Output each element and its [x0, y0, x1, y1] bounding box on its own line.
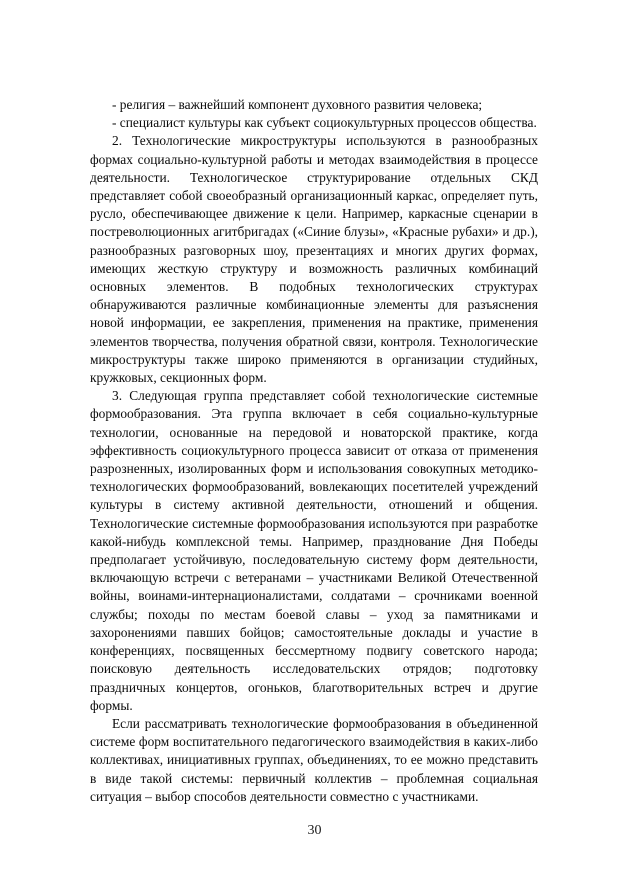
paragraph-system-formations: 3. Следующая группа представляет собой технологические системные формообразования. Эта группа включает в себя социально-культурные технологии, основанные на передовой и новаторской практике, когда эффективность социокультурного процесса зависит от отказа от применения разрозненных, изолированных форм и использования совокупных методико-технологических формообразований, вовлекающих посетителей учреждений культуры в систему активной деятельности, отношений и общения. Технологические системные формообразования используются при разработке какой-нибудь комплексной темы. Например, празднование Дня Победы предполагает устойчивую, последовательную систему форм деятельности, включающую встречи с ветеранами – участниками Великой Отечественной войны, воинами-интернационалистами, солдатами – срочниками военной службы; походы по местам боевой славы – уход за памятниками и захоронениями павших бойцов; самостоятельные доклады и участие в конференциях, посвященных бессмертному подвигу советского народа; поисковую деятельность исследовательских отрядов; подготовку праздничных концертов, огоньков, благотворительных встреч и другие формы.	[90, 388, 538, 713]
paragraph-religion: - религия – важнейший компонент духовного развития человека;	[112, 97, 483, 112]
body-text	[90, 96, 538, 806]
paragraph-united-system: Если рассматривать технологические формообразования в объединенной системе форм воспитательного педагогического взаимодействия в каких-либо коллективах, инициативных группах, объединениях, то ее можно представить в виде такой системы: первичный коллектив – проблемная социальная ситуация – выбор способов деятельности совместно с участниками.	[90, 715, 538, 804]
paragraph-microstructures: 2. Технологические микроструктуры используются в разнообразных формах социально-культурной работы и методах взаимодействия в процессе деятельности. Технологическое структурирование отдельных СКД представляет собой своеобразный организационный каркас, определяет путь, русло, обеспечивающее движение к цели. Например, каркасные сценарии в постреволюционных агитбригадах («Синие блузы», «Красные рубахи» и др.), разнообразных разговорных шоу, презентациях и многих других формах, имеющих жесткую структуру и возможность различных комбинаций основных элементов. В подобных технологических структурах обнаруживаются различные комбинационные элементы для разъяснения новой информации, ее закрепления, применения на практике, применения элементов творчества, получения обратной связи, контроля. Технологические микроструктуры также широко применяются в организации студийных, кружковых, секционных форм.	[90, 133, 538, 386]
page-number: 30	[307, 823, 322, 838]
paragraph-culture-specialist: - специалист культуры как субъект социокультурных процессов общества.	[112, 115, 537, 131]
